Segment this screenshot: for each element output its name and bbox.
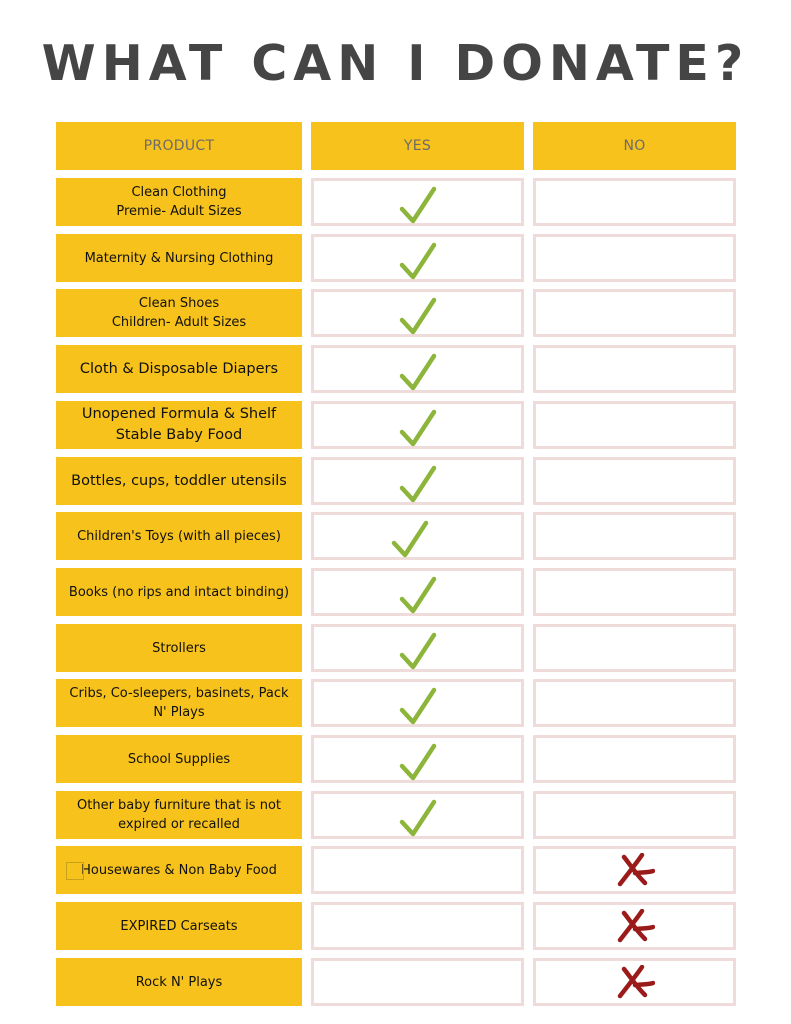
no-cell bbox=[533, 234, 736, 282]
product-cell bbox=[56, 345, 302, 393]
yes-cell bbox=[311, 289, 524, 337]
product-label: School Supplies bbox=[127, 751, 231, 767]
product-cell bbox=[56, 234, 302, 282]
table-row bbox=[0, 178, 791, 226]
product-cell bbox=[56, 791, 302, 839]
no-cell bbox=[533, 846, 736, 894]
no-cell bbox=[533, 679, 736, 727]
product-label: Rock N' Plays bbox=[135, 974, 223, 990]
product-cell bbox=[56, 568, 302, 616]
yes-cell bbox=[311, 624, 524, 672]
no-cell bbox=[533, 791, 736, 839]
product-cell bbox=[56, 679, 302, 727]
checkmark-icon bbox=[390, 519, 430, 561]
page-title: WHAT CAN I DONATE? bbox=[41, 35, 750, 92]
yes-cell bbox=[311, 512, 524, 560]
x-mark-icon bbox=[615, 853, 655, 887]
product-label: Housewares & Non Baby Food bbox=[81, 862, 277, 878]
yes-cell bbox=[311, 791, 524, 839]
product-label: Clean Clothing Premie- Adult Sizes bbox=[116, 185, 242, 219]
table-row bbox=[0, 958, 791, 1006]
table-row bbox=[0, 679, 791, 727]
checkmark-icon bbox=[398, 686, 438, 728]
checkmark-icon bbox=[398, 575, 438, 617]
no-cell bbox=[533, 457, 736, 505]
table-row bbox=[0, 234, 791, 282]
product-label: EXPIRED Carseats bbox=[120, 918, 238, 934]
table-row bbox=[0, 902, 791, 950]
no-cell bbox=[533, 735, 736, 783]
yes-cell bbox=[311, 568, 524, 616]
checkmark-icon bbox=[398, 464, 438, 506]
placeholder-square-icon bbox=[66, 862, 84, 880]
checkmark-icon bbox=[398, 408, 438, 450]
x-mark-icon bbox=[615, 965, 655, 999]
table-row bbox=[0, 401, 791, 449]
product-cell bbox=[56, 178, 302, 226]
yes-cell bbox=[311, 457, 524, 505]
table-row bbox=[0, 345, 791, 393]
table-row bbox=[0, 735, 791, 783]
header-product: PRODUCT bbox=[56, 122, 302, 170]
no-cell bbox=[533, 178, 736, 226]
product-label: Clean Shoes Children- Adult Sizes bbox=[111, 296, 247, 330]
yes-cell bbox=[311, 902, 524, 950]
product-label: Children's Toys (with all pieces) bbox=[77, 528, 281, 544]
checkmark-icon bbox=[398, 241, 438, 283]
no-cell bbox=[533, 512, 736, 560]
yes-cell bbox=[311, 401, 524, 449]
product-cell bbox=[56, 846, 302, 894]
yes-cell bbox=[311, 234, 524, 282]
product-cell bbox=[56, 624, 302, 672]
no-cell bbox=[533, 289, 736, 337]
product-label: Maternity & Nursing Clothing bbox=[84, 250, 274, 266]
header-no: NO bbox=[533, 122, 736, 170]
product-label: Books (no rips and intact binding) bbox=[68, 584, 290, 600]
product-cell bbox=[56, 735, 302, 783]
checkmark-icon bbox=[398, 798, 438, 840]
product-label: Unopened Formula & Shelf Stable Baby Food bbox=[81, 406, 277, 443]
product-cell bbox=[56, 457, 302, 505]
table-row bbox=[0, 624, 791, 672]
yes-cell bbox=[311, 958, 524, 1006]
product-cell bbox=[56, 902, 302, 950]
no-cell bbox=[533, 345, 736, 393]
table-row bbox=[0, 846, 791, 894]
product-label: Cribs, Co-sleepers, basinets, Pack N' Plays bbox=[69, 686, 289, 720]
table-row bbox=[0, 791, 791, 839]
no-cell bbox=[533, 624, 736, 672]
product-cell bbox=[56, 958, 302, 1006]
table-row bbox=[0, 289, 791, 337]
no-cell bbox=[533, 568, 736, 616]
no-cell bbox=[533, 958, 736, 1006]
checkmark-icon bbox=[398, 352, 438, 394]
product-cell bbox=[56, 289, 302, 337]
checkmark-icon bbox=[398, 296, 438, 338]
yes-cell bbox=[311, 679, 524, 727]
yes-cell bbox=[311, 846, 524, 894]
product-cell bbox=[56, 401, 302, 449]
checkmark-icon bbox=[398, 742, 438, 784]
product-label: Bottles, cups, toddler utensils bbox=[71, 472, 287, 489]
product-cell bbox=[56, 512, 302, 560]
yes-cell bbox=[311, 735, 524, 783]
yes-cell bbox=[311, 178, 524, 226]
table-row bbox=[0, 512, 791, 560]
product-label: Other baby furniture that is not expired or recalled bbox=[77, 798, 281, 832]
yes-cell bbox=[311, 345, 524, 393]
header-yes: YES bbox=[311, 122, 524, 170]
x-mark-icon bbox=[615, 909, 655, 943]
table-header bbox=[0, 122, 791, 170]
checkmark-icon bbox=[398, 185, 438, 227]
product-label: Cloth & Disposable Diapers bbox=[79, 360, 279, 377]
table-row bbox=[0, 457, 791, 505]
table-row bbox=[0, 568, 791, 616]
checkmark-icon bbox=[398, 631, 438, 673]
no-cell bbox=[533, 902, 736, 950]
product-label: Strollers bbox=[152, 640, 206, 656]
no-cell bbox=[533, 401, 736, 449]
